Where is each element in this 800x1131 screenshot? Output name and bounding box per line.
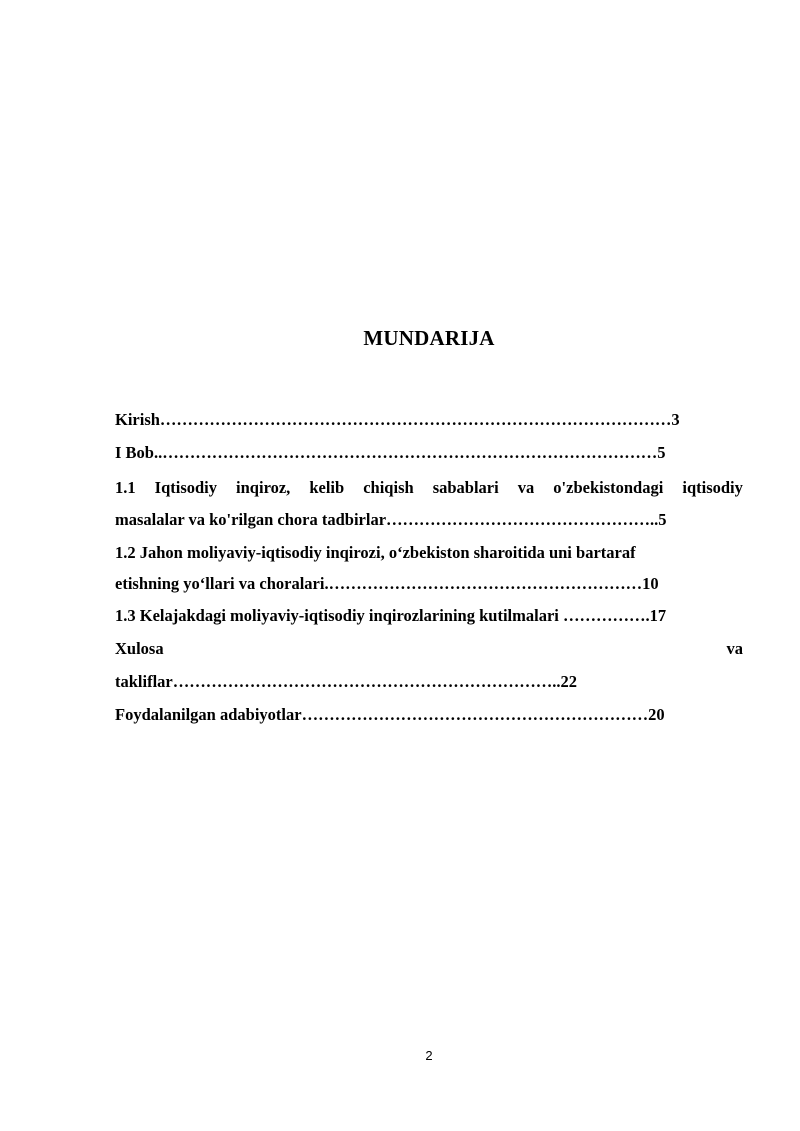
toc-entry-adabiyotlar: Foydalanilgan adabiyotlar………………………………………………………20 (115, 705, 665, 724)
toc-entry-kirish: Kirish…………………………………………………………………………………3 (115, 410, 680, 429)
toc-entry-1-3: 1.3 Kelajakdagi moliyaviy-iqtisodiy inqirozlarining kutilmalari …………….17 (115, 606, 667, 625)
toc-word: sabablari (432, 478, 499, 497)
toc-entry-bob-1: I Bob..………………………………………………………………………………5 (115, 443, 666, 462)
toc-word: va (726, 639, 743, 658)
toc-word: va (517, 478, 535, 497)
toc-word: inqiroz, (236, 478, 291, 497)
toc-entry-1-2-line1: 1.2 Jahon moliyaviy-iqtisodiy inqirozi, o‘zbekiston sharoitida uni bartaraf (115, 543, 636, 562)
toc-entry-1-1-line1 (115, 478, 743, 498)
toc-word: iqtisodiy (682, 478, 743, 497)
toc-entry-xulosa-line1 (115, 639, 743, 659)
toc-word: 1.1 (115, 478, 136, 497)
toc-entry-xulosa-line2: takliflar……………………………………………………………..22 (115, 672, 577, 691)
toc-entry-1-1-line2: masalalar va ko'rilgan chora tadbirlar…………………………………………..5 (115, 510, 667, 529)
toc-word: kelib (309, 478, 345, 497)
toc-word: Iqtisodiy (154, 478, 218, 497)
toc-word: Xulosa (115, 639, 164, 658)
toc-word: chiqish (363, 478, 414, 497)
page-title: MUNDARIJA (363, 326, 495, 350)
toc-word: o'zbekistondagi (553, 478, 664, 497)
page-number: 2 (425, 1048, 433, 1063)
toc-entry-1-2-line2: etishning yo‘llari va choralari.…………………………………………………10 (115, 574, 659, 593)
